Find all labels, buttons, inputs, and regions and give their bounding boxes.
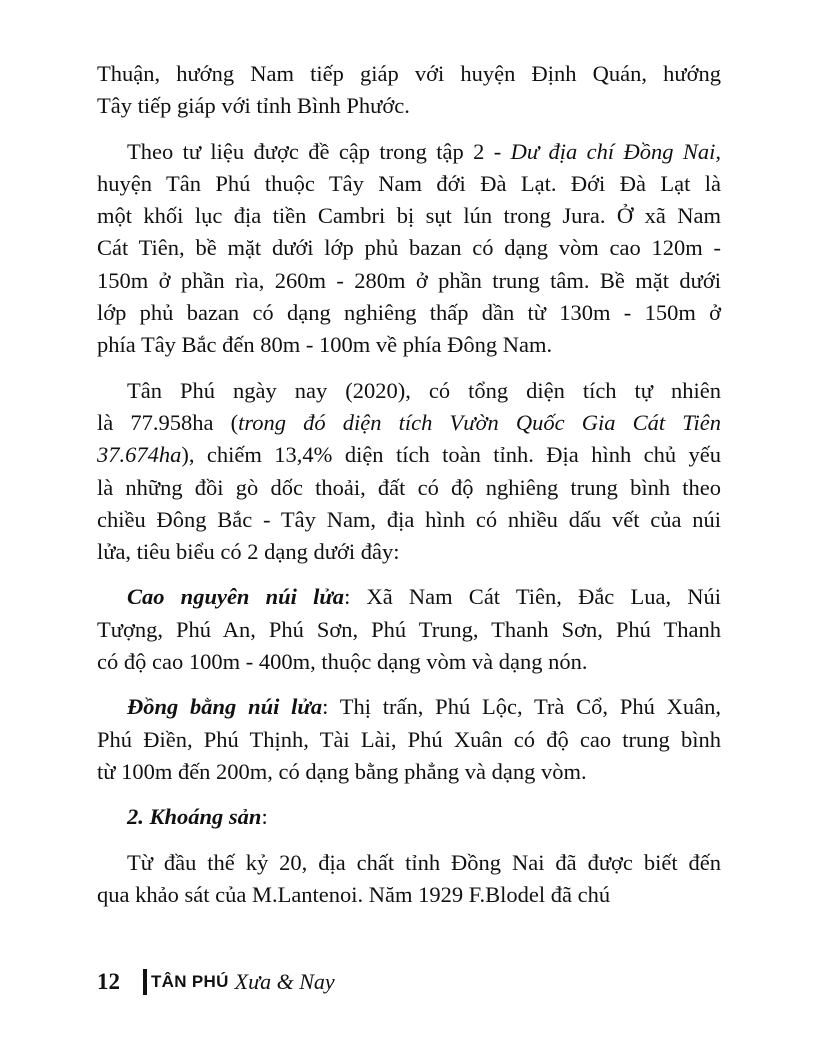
page-footer	[97, 966, 335, 998]
text-segment: là 77.958ha (	[97, 409, 239, 435]
text-line	[97, 168, 721, 200]
text-segment: từ 100m đến 200m, có dạng bằng phẳng và dạng vòm.	[97, 758, 587, 784]
text-segment: 150m ở phần rìa, 260m - 280m ở phần trung tâm. Bề mặt dưới	[97, 267, 721, 293]
emphasized-text: Dư địa chí Đồng Nai,	[510, 138, 721, 164]
text-segment: :	[261, 804, 268, 830]
text-line	[97, 265, 721, 297]
text-line	[97, 847, 721, 879]
body-text	[97, 58, 721, 924]
paragraph	[97, 375, 721, 569]
text-line	[97, 232, 721, 264]
text-line	[97, 691, 721, 723]
footer-book-title: TÂN PHÚ	[151, 972, 229, 991]
text-line	[97, 724, 721, 756]
text-segment: qua khảo sát của M.Lantenoi. Năm 1929 F.Blodel đã chú	[97, 881, 611, 907]
text-segment: Phú Điền, Phú Thịnh, Tài Lài, Phú Xuân có độ cao trung bình	[97, 726, 721, 752]
text-segment: Thuận, hướng Nam tiếp giáp với huyện Định Quán, hướng	[97, 61, 721, 86]
text-line	[97, 614, 721, 646]
text-line	[97, 646, 721, 678]
text-line	[97, 504, 721, 536]
text-segment: có độ cao 100m - 400m, thuộc dạng vòm và dạng nón.	[97, 649, 588, 675]
text-line	[97, 801, 721, 833]
paragraph	[97, 136, 721, 362]
text-segment: lớp phủ bazan có dạng nghiêng thấp dần từ 130m - 150m ở	[97, 300, 721, 326]
text-segment: Tây tiếp giáp với tỉnh Bình Phước.	[97, 93, 410, 119]
text-line	[97, 472, 721, 504]
paragraph	[97, 847, 721, 912]
footer-book-subtitle: Xưa & Nay	[234, 969, 335, 994]
text-segment: là những đồi gò dốc thoải, đất có độ nghiêng trung bình theo	[97, 474, 721, 500]
text-segment: Theo tư liệu được đề cập trong tập 2 -	[127, 138, 511, 164]
text-line	[97, 200, 721, 232]
text-segment: chiều Đông Bắc - Tây Nam, địa hình có nhiều dấu vết của núi	[97, 506, 721, 532]
text-line	[97, 375, 721, 407]
text-line	[97, 329, 721, 361]
section-heading	[97, 801, 721, 833]
paragraph	[97, 691, 721, 788]
paragraph	[97, 581, 721, 678]
text-line	[97, 879, 721, 911]
paragraph	[97, 58, 721, 123]
text-line	[97, 136, 721, 168]
text-segment: Cát Tiên, bề mặt dưới lớp phủ bazan có dạng vòm cao 120m -	[97, 235, 721, 261]
text-segment: huyện Tân Phú thuộc Tây Nam đới Đà Lạt. Đới Đà Lạt là	[97, 170, 721, 196]
emphasized-text: 2. Khoáng sản	[127, 804, 262, 830]
text-line	[97, 536, 721, 568]
text-segment: : Thị trấn, Phú Lộc, Trà Cổ, Phú Xuân,	[322, 694, 721, 720]
emphasized-text: trong đó diện tích Vườn Quốc Gia Cát Tiên	[238, 409, 721, 435]
text-segment: Tân Phú ngày nay (2020), có tổng diện tích tự nhiên	[127, 377, 721, 403]
text-line	[97, 407, 721, 439]
text-segment: : Xã Nam Cát Tiên, Đắc Lua, Núi	[344, 584, 721, 610]
emphasized-text: Cao nguyên núi lửa	[127, 584, 345, 610]
text-segment: Từ đầu thế kỷ 20, địa chất tỉnh Đồng Nai đã được biết đến	[127, 849, 721, 875]
text-line	[97, 581, 721, 613]
text-segment: một khối lục địa tiền Cambri bị sụt lún trong Jura. Ở xã Nam	[97, 203, 721, 229]
text-line	[97, 439, 721, 471]
text-line	[97, 297, 721, 329]
emphasized-text: 37.674ha	[97, 442, 182, 468]
text-segment: lửa, tiêu biểu có 2 dạng dưới đây:	[97, 539, 400, 565]
text-line	[97, 90, 721, 122]
text-segment: ), chiếm 13,4% diện tích toàn tỉnh. Địa hình chủ yếu	[181, 442, 721, 468]
text-segment: Tượng, Phú An, Phú Sơn, Phú Trung, Thanh Sơn, Phú Thanh	[97, 616, 721, 642]
emphasized-text: Đồng bằng núi lửa	[127, 694, 323, 720]
text-line	[97, 58, 721, 90]
text-segment: phía Tây Bắc đến 80m - 100m về phía Đông Nam.	[97, 332, 553, 358]
footer-divider	[143, 969, 147, 995]
text-line	[97, 756, 721, 788]
page-number: 12	[97, 969, 120, 994]
